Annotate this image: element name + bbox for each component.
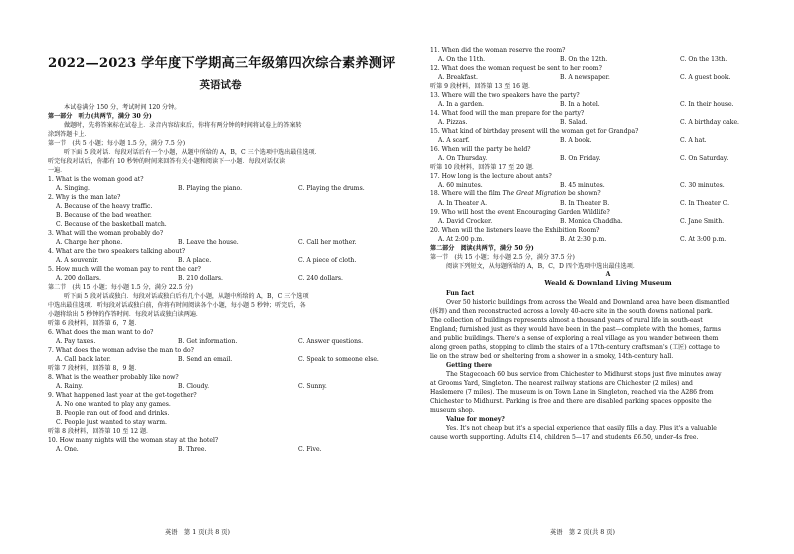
text-line: 第二部分 阅读(共两节，满分 50 分)	[430, 245, 534, 252]
text-line: Yes. It's not cheap but it's a special experience that easily fills a day. Plus it's a valuable	[446, 425, 717, 432]
answer-option-c: C. Playing the drums.	[298, 185, 365, 192]
text-line: 4. What are the two speakers talking about?	[48, 248, 186, 255]
answer-option-c: C. A hat.	[680, 137, 707, 144]
text-line: Fun fact	[446, 290, 475, 297]
answer-option-a: A. Singing.	[56, 185, 90, 192]
answer-option-b: B. In Theater B.	[560, 200, 610, 207]
answer-option-b: B. A newspaper.	[560, 74, 610, 81]
question-18-suffix: be shown?	[566, 190, 601, 197]
answer-option-a: A. Breakfast.	[438, 74, 478, 81]
text-line: 6. What does the man want to do?	[48, 329, 154, 336]
answer-option-a: A. Pay taxes.	[56, 338, 96, 345]
text-line: England; furnished just as they would have been in the past—complete with the homes, farms	[430, 326, 721, 333]
answer-option-b: B. On Friday.	[560, 155, 601, 162]
answer-option-a: A. One.	[56, 446, 79, 453]
text-line: (拆卸) and then reconstructed across a lovely 40-acre site in the south downs national park.	[430, 308, 713, 315]
answer-option-a: A. David Crocker.	[438, 218, 493, 225]
text-line: 做题时，先将答案标在试卷上．录音内容结束后，你将有两分钟的时间将试卷上的答案转	[64, 122, 302, 129]
answer-option-a: A. Charge her phone.	[56, 239, 123, 246]
answer-option-b: B. 45 minutes.	[560, 182, 605, 189]
answer-option-c: C. Sunny.	[298, 383, 327, 390]
text-line: 12. What does the woman request be sent to her room?	[430, 65, 602, 72]
answer-option-b: B. 210 dollars.	[178, 275, 223, 282]
answer-option-a: A. At 2:00 p.m.	[438, 236, 485, 243]
footer-page-1: 英语 第 1 页(共 8 页)	[165, 529, 231, 536]
page-title: 2022—2023 学年度下学期高三年级第四次综合素养测评	[48, 56, 396, 71]
answer-option-a: A. Rainy.	[56, 383, 84, 390]
answer-option-b: B. Salad.	[560, 119, 588, 126]
answer-option-a: A. Call back later.	[56, 356, 111, 363]
answer-option-b: B. A place.	[178, 257, 212, 264]
answer-option-b: B. A book.	[560, 137, 592, 144]
text-line: 听第 7 段材料，回答第 8，9 题．	[48, 365, 141, 372]
answer-option-b: B. On the 12th.	[560, 56, 608, 63]
answer-option-a: A. On Thursday.	[438, 155, 488, 162]
answer-option-a: A. In Theater A.	[438, 200, 488, 207]
text-line: B. Because of the bad weather.	[56, 212, 152, 219]
text-line: 第一节 (共 5 小题；每小题 1.5 分，满分 7.5 分)	[48, 140, 186, 147]
footer-page-2: 英语 第 2 页(共 8 页)	[550, 529, 616, 536]
text-line: The Stagecoach 60 bus service from Chichester to Midhurst stops just five minutes away	[446, 371, 722, 378]
answer-option-c: C. 240 dollars.	[298, 275, 343, 282]
question-18-prefix: 18. Where will the film	[430, 190, 503, 197]
text-line: A. No one wanted to play any games.	[56, 401, 171, 408]
text-line: 19. Who will host the event Encouraging Garden Wildlife?	[430, 209, 610, 216]
text-line: 听下面 5 段对话或独白．每段对话或独白后有几个小题，从题中所给的 A，B，C 三个选项	[64, 293, 309, 300]
answer-option-a: A. In a garden.	[438, 101, 484, 108]
text-line: 听完每段对话后，你都有 10 秒钟的时间来回答有关小题和阅读下一小题．每段对话仅读	[48, 158, 286, 165]
answer-option-b: B. Three.	[178, 446, 207, 453]
text-line: 听第 9 段材料，回答第 13 至 16 题．	[430, 83, 535, 90]
text-line: Chichester to Midhurst. Parking is free and there are disabled parking spaces opposite the	[430, 398, 712, 405]
text-line: A. Because of the heavy traffic.	[56, 203, 153, 210]
text-line: 第二节 (共 15 小题；每小题 1.5 分，满分 22.5 分)	[48, 284, 193, 291]
answer-option-c: C. At 3:00 p.m.	[680, 236, 727, 243]
text-line: 3. What will the woman probably do?	[48, 230, 164, 237]
text-line: 一遍．	[48, 167, 67, 174]
answer-option-c: C. Answer questions.	[298, 338, 364, 345]
answer-option-b: B. Leave the house.	[178, 239, 239, 246]
text-line: along green paths, stopping to climb the stairs of a 17th-century craftsman's (工匠) cottage to	[430, 344, 720, 351]
answer-option-b: B. In a hotel.	[560, 101, 600, 108]
text-line: museum shop.	[430, 407, 475, 414]
text-line: C. People just wanted to stay warm.	[56, 419, 167, 426]
text-line: Getting there	[446, 362, 493, 369]
answer-option-c: C. Call her mother.	[298, 239, 357, 246]
text-line: 5. How much will the woman pay to rent the car?	[48, 266, 201, 273]
text-line: 11. When did the woman reserve the room?	[430, 47, 566, 54]
answer-option-b: B. Playing the piano.	[178, 185, 243, 192]
text-line: 8. What is the weather probably like now?	[48, 374, 179, 381]
answer-option-c: C. Five.	[298, 446, 322, 453]
answer-option-c: C. On Saturday.	[680, 155, 729, 162]
answer-option-c: C. In their house.	[680, 101, 734, 108]
text-line: 7. What does the woman advise the man to do?	[48, 347, 194, 354]
text-line: 本试卷满分 150 分，考试时间 120 分钟。	[64, 104, 181, 111]
page-subtitle: 英语试卷	[199, 79, 242, 91]
answer-option-a: A. A souvenir.	[56, 257, 99, 264]
text-line: 16. When will the party be held?	[430, 146, 531, 153]
answer-option-a: A. 60 minutes.	[438, 182, 483, 189]
text-line: 听第 10 段材料，回答第 17 至 20 题．	[430, 164, 539, 171]
text-line: 涂到答题卡上．	[48, 131, 91, 138]
text-line: 15. What kind of birthday present will the woman get for Grandpa?	[430, 128, 639, 135]
answer-option-b: B. At 2:30 p.m.	[560, 236, 607, 243]
text-line: lie on the straw bed or sheltering from a shower in a smoky, 14th-century hall.	[430, 353, 674, 360]
question-18-film-title: The Great Migration	[502, 190, 567, 197]
answer-option-b: B. Cloudy.	[178, 383, 210, 390]
text-line: cause worth supporting. Adults £14, children 5—17 and students £6.50, under-4s free.	[430, 434, 699, 441]
answer-option-c: C. On the 13th.	[680, 56, 728, 63]
text-line: 第一节 (共 15 小题；每小题 2.5 分，满分 37.5 分)	[430, 254, 575, 261]
text-line: The collection of buildings represents almost a thousand years of rural life in south-east	[430, 317, 703, 324]
answer-option-c: C. Jane Smith.	[680, 218, 725, 225]
text-line: 小题将给出 5 秒钟的作答时间．每段对话或独白读两遍．	[48, 311, 203, 318]
answer-option-a: A. Pizzas.	[438, 119, 468, 126]
answer-option-b: B. Send an email.	[178, 356, 233, 363]
text-line: 听第 6 段材料，回答第 6，7 题．	[48, 320, 141, 327]
text-line: 9. What happened last year at the get-together?	[48, 392, 197, 399]
text-line: 17. How long is the lecture about ants?	[430, 173, 552, 180]
text-line: 听第 8 段材料，回答第 10 至 12 题．	[48, 428, 153, 435]
question-18	[430, 190, 601, 197]
answer-option-b: B. Get information.	[178, 338, 238, 345]
answer-option-c: C. A piece of cloth.	[298, 257, 357, 264]
text-line: 阅读下列短文，从每题所给的 A，B，C，D 四个选项中选出最佳选项．	[446, 263, 639, 270]
text-line: Over 50 historic buildings from across the Weald and Downland area have been dismantled	[446, 299, 730, 306]
passage-title: Weald & Downland Living Museum	[544, 279, 672, 287]
text-line: 第一部分 听力(共两节，满分 30 分)	[48, 113, 152, 120]
answer-option-c: C. Speak to someone else.	[298, 356, 379, 363]
answer-option-c: C. A birthday cake.	[680, 119, 739, 126]
answer-option-c: C. A guest book.	[680, 74, 731, 81]
text-line: B. People ran out of food and drinks.	[56, 410, 170, 417]
text-line: 听下面 5 段对话．每段对话后有一个小题，从题中所给的 A，B，C 三个选项中选出最佳选项．	[64, 149, 321, 156]
text-line: 中选出最佳选项．听每段对话或独白前，你将有时间阅读各个小题，每小题 5 秒钟；听完后，各	[48, 302, 306, 309]
text-line: Haslemere (7 miles). The museum is on Town Lane in Singleton, reached via the A286 from	[430, 389, 714, 396]
text-line: C. Because of the basketball match.	[56, 221, 167, 228]
answer-option-c: C. In Theater C.	[680, 200, 730, 207]
section-letter: A	[605, 271, 611, 278]
answer-option-a: A. A scarf.	[438, 137, 470, 144]
text-line: 10. How many nights will the woman stay at the hotel?	[48, 437, 219, 444]
text-line: 13. Where will the two speakers have the party?	[430, 92, 580, 99]
text-line: 2. Why is the man late?	[48, 194, 121, 201]
answer-option-a: A. On the 11th.	[438, 56, 486, 63]
text-line: 14. What food will the man prepare for the party?	[430, 110, 585, 117]
text-line: and public buildings. There's a sense of exploring a real village as you wander between them	[430, 335, 719, 342]
answer-option-b: B. Monica Chaddha.	[560, 218, 623, 225]
answer-option-a: A. 200 dollars.	[56, 275, 101, 282]
answer-option-c: C. 30 minutes.	[680, 182, 725, 189]
text-line: 1. What is the woman good at?	[48, 176, 144, 183]
text-line: Value for money?	[446, 416, 505, 423]
text-line: 20. When will the listeners leave the Exhibition Room?	[430, 227, 600, 234]
text-line: at Grooms Yard, Singleton. The nearest railway stations are Chichester (2 miles) and	[430, 380, 693, 387]
